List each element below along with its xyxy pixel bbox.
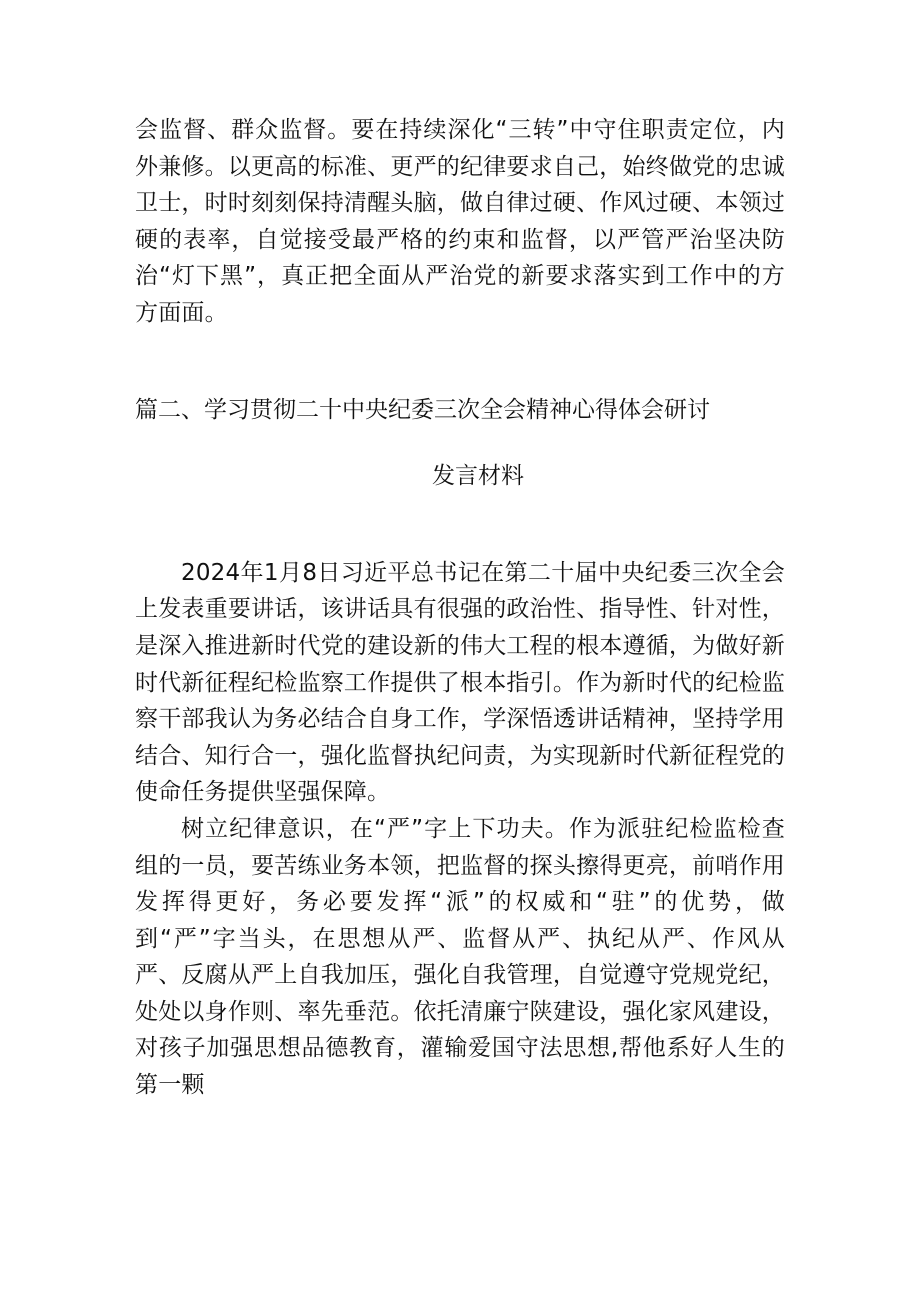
spacer <box>135 428 785 458</box>
continued-paragraph: 会监督、群众监督。要在持续深化“三转”中守住职责定位，内外兼修。以更高的标准、更严的纪律要求自己，始终做党的忠诚卫士，时时刻刻保持清醒头脑，做自律过硬、作风过硬、本领过硬的表率，自觉接受最严格的约束和监督，以严管严治坚决防治“灯下黑”，真正把全面从严治党的新要求落实到工作中的方方面面。 <box>135 117 785 326</box>
body-paragraph-1: 2024年1月8日习近平总书记在第二十届中央纪委三次全会上发表重要讲话，该讲话具有很强的政治性、指导性、针对性，是深入推进新时代党的建设新的伟大工程的根本遵循，为做好新时代新征程纪检监察工作提供了根本指引。作为新时代的纪检监察干部我认为务必结合自身工作，学深悟透讲话精神，坚持学用结合、知行合一，强化监督执纪问责，为实现新时代新征程党的使命任务提供坚强保障。 <box>135 559 785 806</box>
section-title-line-2: 发言材料 <box>432 463 524 490</box>
body-paragraph-2: 树立纪律意识，在“严”字上下功夫。作为派驻纪检监检查组的一员，要苦练业务本领，把监督的探头擦得更亮，前哨作用发挥得更好，务必要发挥“派”的权威和“驻”的优势，做到“严”字当头，在思想从严、监督从严、执纪从严、作风从严、反腐从严上自我加压，强化自我管理，自觉遵守党规党纪，处处以身作则、率先垂范。依托清廉宁陕建设，强化家风建设，对孩子加强思想品德教育，灌输爱国守法思想,帮他系好人生的第一颗 <box>135 815 785 1099</box>
document-body <box>135 112 785 1104</box>
spacer <box>135 332 785 392</box>
spacer <box>135 495 785 555</box>
section-title-line-1: 篇二、学习贯彻二十中央纪委三次全会精神心得体会研讨 <box>135 396 710 423</box>
